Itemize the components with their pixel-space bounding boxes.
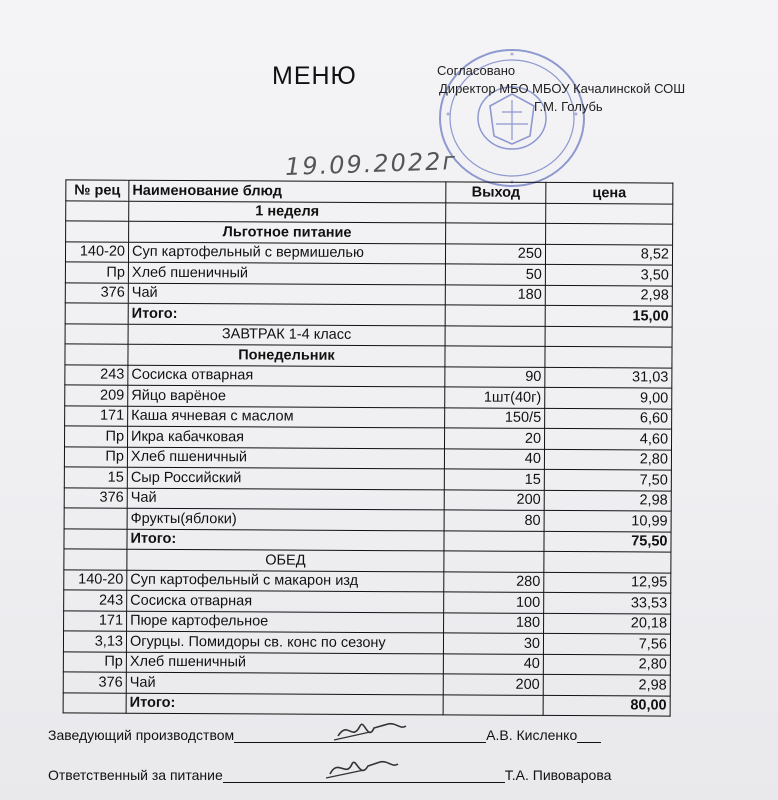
dish-price: 6,60	[545, 408, 672, 429]
total-label: Итого:	[128, 303, 445, 325]
recipe-code: 376	[64, 487, 127, 508]
dish-price: 10,99	[544, 510, 671, 531]
dish-price: 31,03	[545, 367, 672, 388]
dish-price: 2,80	[543, 654, 670, 675]
cell-output	[445, 346, 545, 367]
dish-output: 30	[443, 633, 543, 654]
recipe-code: Пр	[65, 426, 128, 447]
recipe-code: 209	[65, 385, 128, 406]
section-title: ОБЕД	[127, 549, 444, 571]
recipe-code: Пр	[63, 651, 126, 672]
recipe-code: 140-20	[64, 569, 127, 590]
cell-output	[443, 694, 543, 715]
total-label: Итого:	[126, 693, 443, 715]
cell-output	[444, 551, 544, 572]
resp-signature	[320, 752, 400, 788]
dish-price: 2,98	[545, 285, 672, 306]
dish-price: 7,56	[543, 633, 670, 654]
head-signature	[330, 712, 410, 748]
dish-price: 2,98	[544, 490, 671, 511]
dish-name: Чай	[126, 672, 443, 694]
header-code: № рец	[66, 180, 129, 201]
dish-name: Суп картофельный с вермишелью	[128, 242, 445, 264]
dish-name: Чай	[127, 488, 444, 510]
cell-code	[64, 528, 127, 549]
recipe-code: 15	[64, 467, 127, 488]
handwritten-date: 19.09.2022г	[284, 147, 458, 181]
resp-name: Т.А. Пивоварова	[504, 767, 612, 783]
dish-output: 100	[444, 592, 544, 613]
cell-code	[64, 549, 127, 570]
dish-output: 40	[444, 448, 544, 469]
dish-name: Хлеб пшеничный	[128, 262, 445, 284]
cell-code	[65, 303, 128, 324]
approval-name: Г.М. Голубь	[534, 99, 603, 114]
menu-title: МЕНЮ	[272, 62, 357, 90]
total-price: 75,50	[544, 531, 671, 552]
recipe-code: 171	[64, 610, 127, 631]
dish-name: Сыр Российский	[127, 467, 444, 489]
dish-name: Сосиска отварная	[128, 365, 445, 387]
total-price: 15,00	[545, 305, 672, 326]
dish-price: 4,60	[544, 428, 671, 449]
head-signature-row	[48, 727, 601, 743]
dish-output: 150/5	[445, 407, 545, 428]
recipe-code	[64, 508, 127, 529]
dish-price: 3,50	[545, 264, 672, 285]
cell-price	[545, 326, 672, 347]
menu-table	[63, 179, 674, 716]
recipe-code: Пр	[64, 446, 127, 467]
dish-output: 250	[445, 243, 545, 264]
header-price: цена	[546, 182, 673, 203]
total-label: Итого:	[127, 529, 444, 551]
dish-output: 80	[444, 510, 544, 531]
cell-output	[445, 305, 545, 326]
approval-label: Согласовано	[437, 63, 516, 78]
head-name: А.В. Кисленко	[486, 727, 578, 743]
dish-name: Огурцы. Помидоры св. конс по сезону	[126, 631, 443, 653]
signature-line-end	[577, 742, 601, 743]
dish-price: 2,98	[543, 674, 670, 695]
header-output: Выход	[446, 182, 546, 203]
dish-output: 15	[444, 469, 544, 490]
section-title: Понедельник	[128, 344, 445, 366]
cell-price	[545, 346, 672, 367]
dish-name: Суп картофельный с макарон изд	[127, 570, 444, 592]
dish-name: Каша ячневая с маслом	[128, 406, 445, 428]
dish-output: 90	[445, 366, 545, 387]
recipe-code: Пр	[65, 262, 128, 283]
dish-name: Пюре картофельное	[127, 611, 444, 633]
cell-output	[444, 530, 544, 551]
dish-output: 280	[444, 571, 544, 592]
dish-price: 8,52	[545, 244, 672, 265]
dish-price: 7,50	[544, 469, 671, 490]
recipe-code: 243	[64, 590, 127, 611]
dish-name: Икра кабачковая	[128, 426, 445, 448]
dish-price: 12,95	[544, 572, 671, 593]
dish-output: 40	[443, 653, 543, 674]
dish-price: 2,80	[544, 449, 671, 470]
cell-code	[66, 200, 129, 221]
dish-name: Хлеб пшеничный	[126, 652, 443, 674]
dish-output: 50	[445, 264, 545, 285]
section-title: Льготное питание	[129, 221, 446, 243]
recipe-code: 3,13	[63, 631, 126, 652]
cell-code	[66, 221, 129, 242]
approval-director: Директор МБО МБОУ Качалинской СОШ	[439, 81, 686, 96]
dish-price: 9,00	[545, 387, 672, 408]
dish-price: 20,18	[544, 613, 671, 634]
dish-output: 20	[444, 428, 544, 449]
recipe-code: 140-20	[65, 241, 128, 262]
header-name: Наименование блюд	[129, 180, 446, 202]
recipe-code: 171	[65, 405, 128, 426]
cell-price	[544, 551, 671, 572]
section-title: 1 неделя	[129, 201, 446, 223]
recipe-code: 376	[63, 672, 126, 693]
cell-price	[546, 203, 673, 224]
cell-code	[63, 692, 126, 713]
dish-output: 200	[444, 489, 544, 510]
cell-price	[546, 223, 673, 244]
dish-name: Фрукты(яблоки)	[127, 508, 444, 530]
dish-output: 1шт(40г)	[445, 387, 545, 408]
dish-output: 180	[444, 612, 544, 633]
dish-name: Хлеб пшеничный	[127, 447, 444, 469]
cell-code	[65, 323, 128, 344]
dish-price: 33,53	[544, 592, 671, 613]
cell-code	[65, 344, 128, 365]
dish-output: 180	[445, 284, 545, 305]
total-price: 80,00	[543, 695, 670, 716]
cell-output	[446, 202, 546, 223]
cell-output	[446, 223, 546, 244]
dish-name: Чай	[128, 283, 445, 305]
head-label: Заведующий производством	[48, 727, 235, 743]
dish-name: Сосиска отварная	[127, 590, 444, 612]
table-body	[63, 200, 673, 716]
dish-output: 200	[443, 674, 543, 695]
section-title: ЗАВТРАК 1-4 класс	[128, 324, 445, 346]
recipe-code: 243	[65, 364, 128, 385]
dish-name: Яйцо варёное	[128, 385, 445, 407]
recipe-code: 376	[65, 282, 128, 303]
approval-block	[437, 62, 687, 116]
cell-output	[445, 325, 545, 346]
resp-label: Ответственный за питание	[48, 767, 223, 783]
